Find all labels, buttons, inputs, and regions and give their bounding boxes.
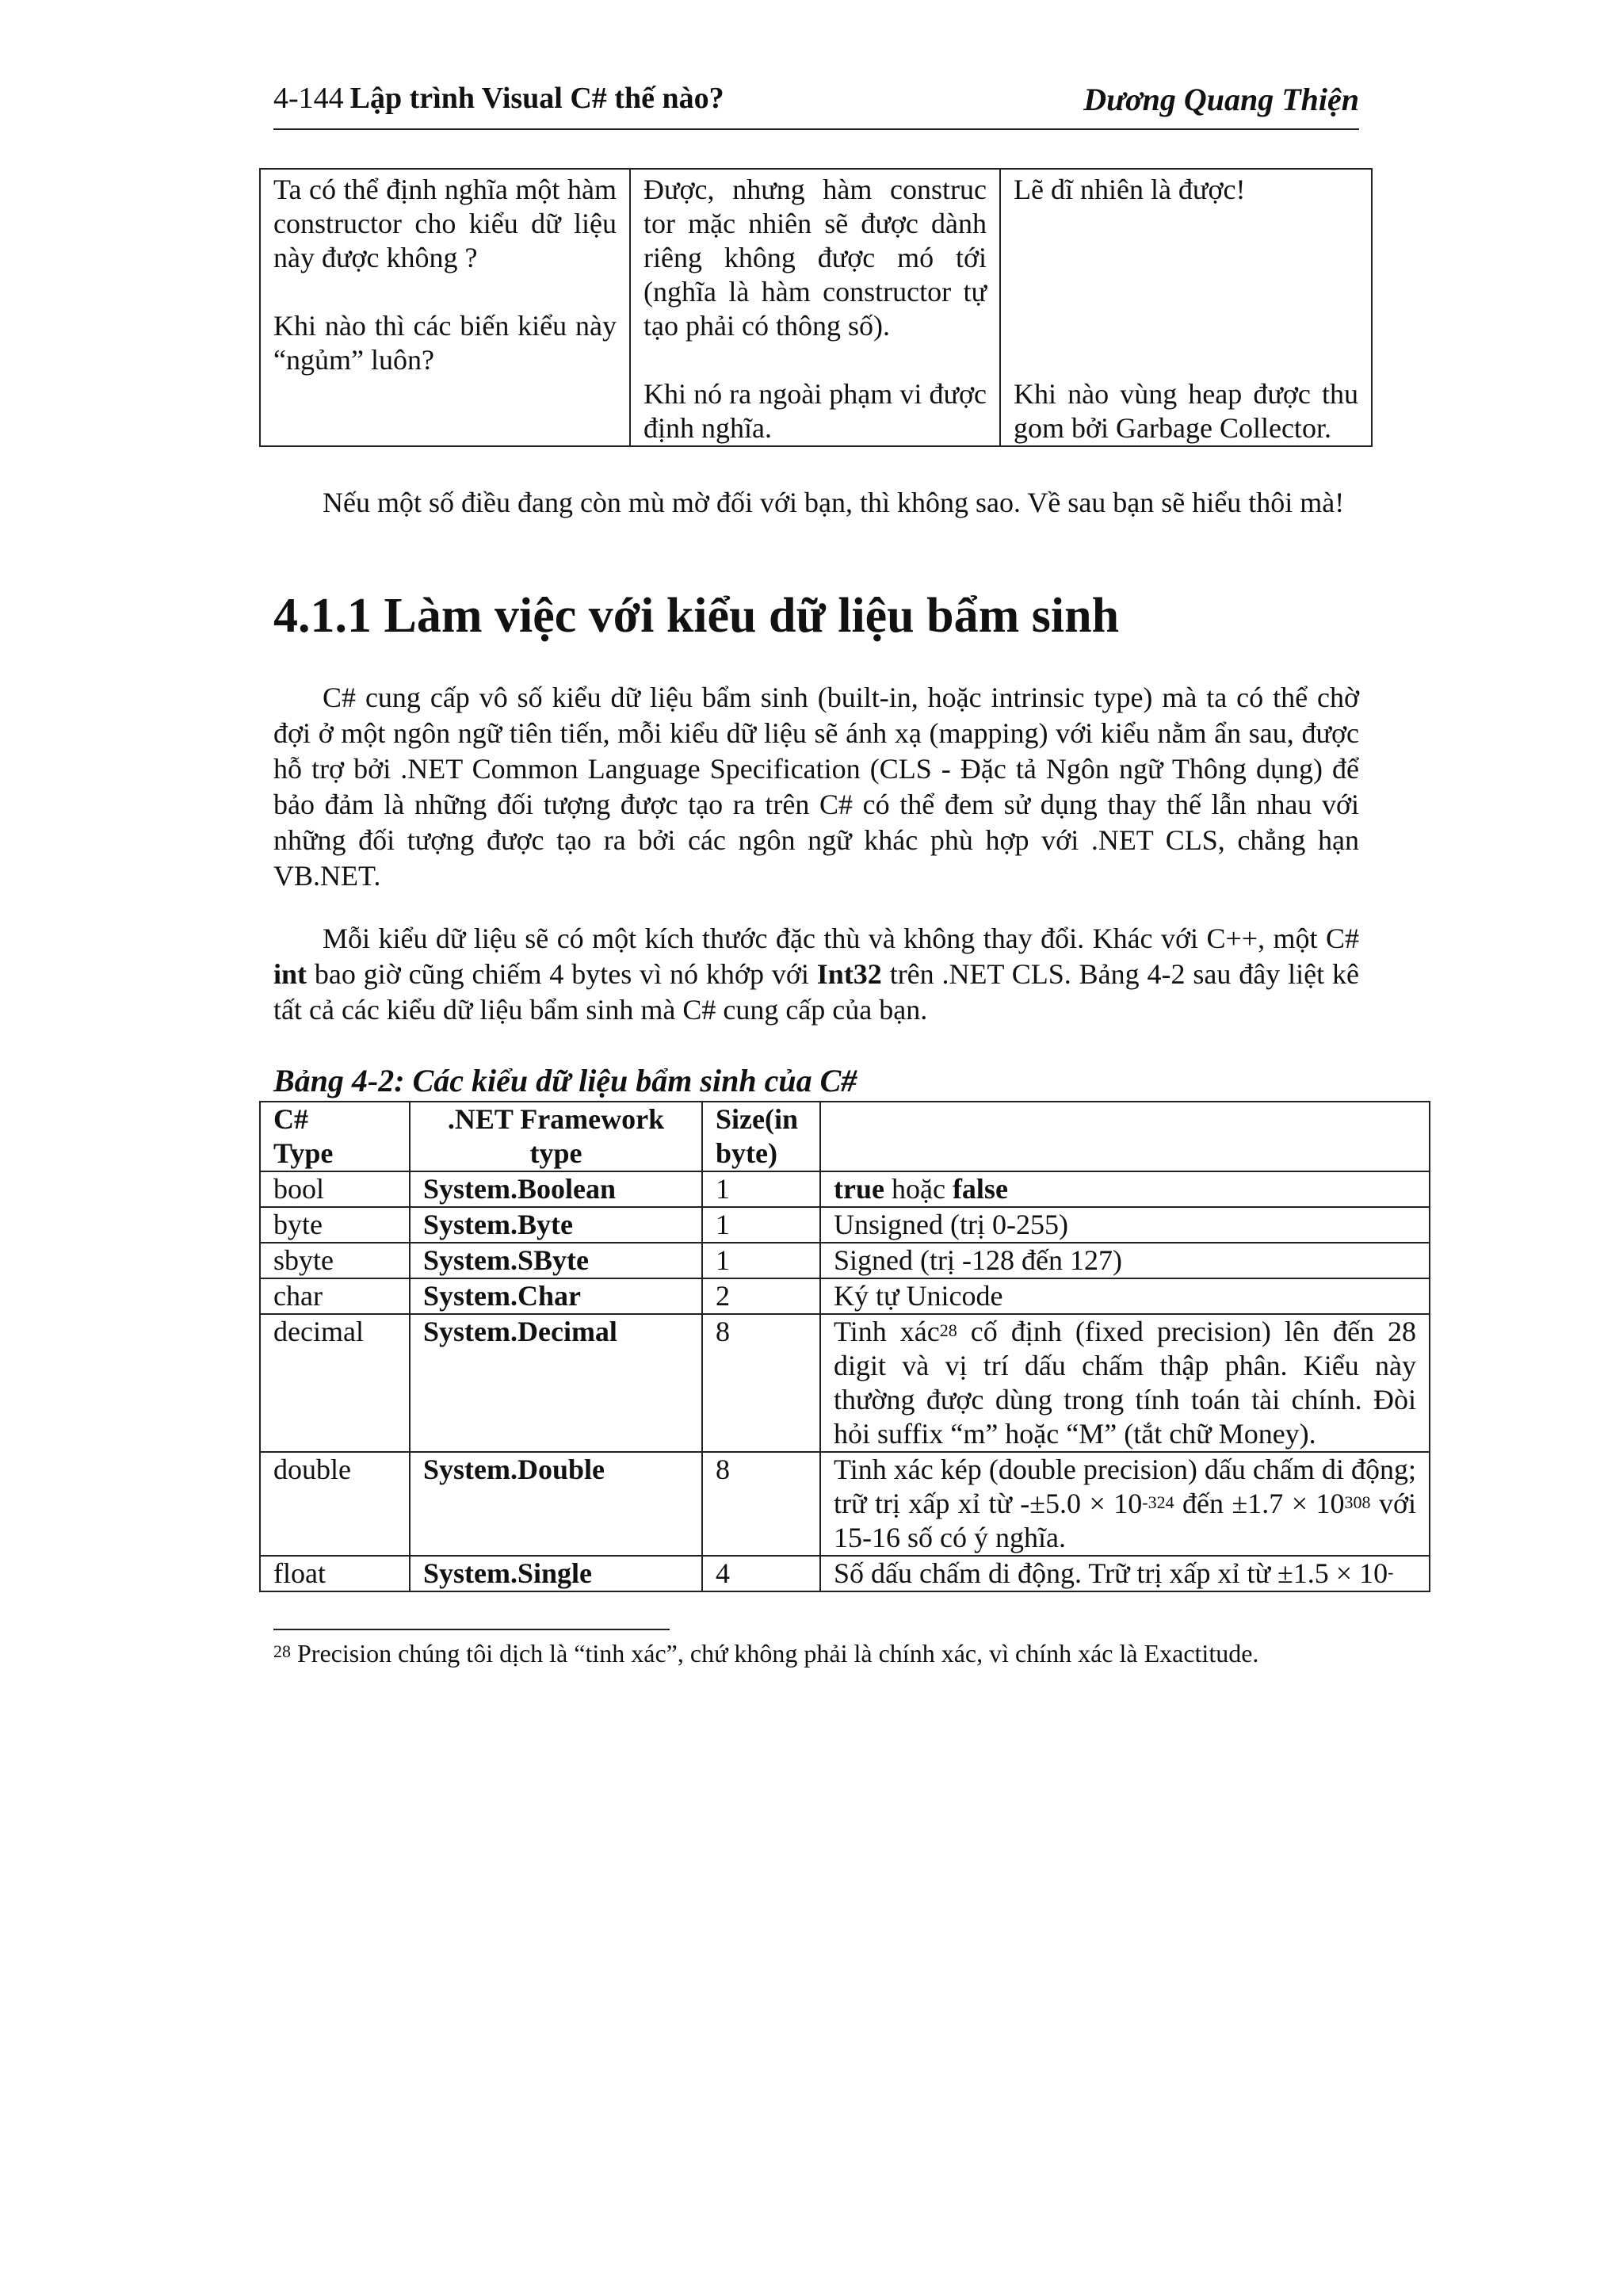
page-number: 4-144 <box>273 82 344 115</box>
size-cell: 1 <box>702 1171 820 1207</box>
net-type-cell: System.Char <box>410 1278 702 1314</box>
data-types-table <box>259 1101 1430 1592</box>
footnote-ref: 28 <box>939 1320 957 1340</box>
type-cell: sbyte <box>260 1243 410 1278</box>
net-type-cell: System.Byte <box>410 1207 702 1243</box>
body-paragraph-1 <box>273 680 1359 894</box>
net-type-cell: System.Decimal <box>410 1314 702 1452</box>
table-caption: Bảng 4-2: Các kiểu dữ liệu bẩm sinh của C# <box>273 1063 857 1098</box>
page-header <box>273 74 1359 130</box>
header-text: type <box>529 1137 582 1169</box>
table-row <box>260 1207 1430 1243</box>
table-row <box>260 1278 1430 1314</box>
text-run: cố định (fixed precision) lên đến 28 digit và vị trí dấu chấm thập phân. Kiểu này thường được dùng trong tính toán tài chính. Đòi hỏi suffix “m” hoặc “M” (tắt chữ Money). <box>834 1316 1417 1450</box>
table-cell <box>260 169 630 446</box>
section-heading: 4.1.1 Làm việc với kiểu dữ liệu bẩm sinh <box>273 589 1120 643</box>
footnote <box>273 1639 1258 1668</box>
description-cell <box>820 1171 1430 1207</box>
type-cell: float <box>260 1556 410 1591</box>
intro-text: Nếu một số điều đang còn mù mờ đối với bạn, thì không sao. Về sau bạn sẽ hiểu thôi mà! <box>323 487 1345 518</box>
body-paragraph-2 <box>273 921 1359 1028</box>
net-type-cell: System.Double <box>410 1452 702 1556</box>
description-cell <box>820 1556 1430 1591</box>
table-row <box>260 1452 1430 1556</box>
exponent: 308 <box>1344 1492 1371 1512</box>
text-run: trên .NET CLS. Bảng 4-2 sau đây liệt kê tất cả các kiểu dữ liệu bẩm sinh mà C# cung cấp của bạn. <box>273 958 1360 1026</box>
net-type-cell: System.SByte <box>410 1243 702 1278</box>
description-cell: Unsigned (trị 0-255) <box>820 1207 1430 1243</box>
text-run: hoặc <box>884 1173 953 1205</box>
description-cell: Signed (trị -128 đến 127) <box>820 1243 1430 1278</box>
text-run: Tinh xác <box>834 1316 940 1347</box>
header-cell <box>702 1102 820 1171</box>
header-text: C# <box>273 1103 308 1135</box>
header-cell <box>410 1102 702 1171</box>
qa-question-2: Khi nào thì các biến kiểu này “ngủm” luôn? <box>273 310 617 376</box>
text-run: Tinh xác kép (double precision) dấu chấm di động; trữ trị xấp xỉ từ -±5.0 × 10 <box>834 1454 1416 1519</box>
table-header-row <box>260 1102 1430 1171</box>
author-name: Dương Quang Thiện <box>1083 82 1359 117</box>
qa-answer-struct-1: Được, nhưng hàm construc tor mặc nhiên sẽ được dành riêng không được mó tới (nghĩa là hàm constructor tự tạo phải có thông số). <box>643 174 987 342</box>
type-cell: byte <box>260 1207 410 1243</box>
header-text: .NET Framework <box>447 1103 665 1135</box>
qa-answer-struct-2: Khi nó ra ngoài phạm vi được định nghĩa. <box>643 378 987 444</box>
table-cell <box>1000 169 1372 446</box>
header-cell <box>260 1102 410 1171</box>
net-type-cell: System.Single <box>410 1556 702 1591</box>
size-cell: 4 <box>702 1556 820 1591</box>
table-row <box>260 1171 1430 1207</box>
text-run: bao giờ cũng chiếm 4 bytes vì nó khớp với <box>307 958 817 990</box>
header-left <box>273 81 724 116</box>
book-title: Lập trình Visual C# thế nào? <box>349 82 724 115</box>
header-text: byte) <box>716 1137 777 1169</box>
type-cell: decimal <box>260 1314 410 1452</box>
table-row <box>260 169 1372 446</box>
footnote-number: 28 <box>273 1641 291 1661</box>
keyword-int32: Int32 <box>816 958 882 990</box>
text-run: Mỗi kiểu dữ liệu sẽ có một kích thước đặc thù và không thay đổi. Khác với C++, một C# <box>323 923 1359 954</box>
table-row <box>260 1314 1430 1452</box>
text-run: đến ±1.7 × 10 <box>1174 1488 1345 1519</box>
size-cell: 2 <box>702 1278 820 1314</box>
description-cell: Ký tự Unicode <box>820 1278 1430 1314</box>
description-cell <box>820 1452 1430 1556</box>
type-cell: char <box>260 1278 410 1314</box>
description-cell <box>820 1314 1430 1452</box>
table-cell <box>630 169 1000 446</box>
text-run: false <box>952 1173 1008 1205</box>
qa-answer-class-1: Lẽ dĩ nhiên là được! <box>1014 174 1246 205</box>
exponent: - <box>1388 1562 1394 1582</box>
body-text-1: C# cung cấp vô số kiểu dữ liệu bẩm sinh (built-in, hoặc intrinsic type) mà ta có thể chờ đợi ở một ngôn ngữ tiên tiến, mỗi kiểu dữ liệu sẽ ánh xạ (mapping) với kiểu nằm ẩn sau, được hỗ trợ bởi .NET Common Language Specification (CLS - Đặc tả Ngôn ngữ Thông dụng) để bảo đảm là những đối tượng được tạo ra trên C# có thể đem sử dụng thay thế lẫn nhau với những đối tượng được tạo ra bởi các ngôn ngữ khác phù hợp với .NET CLS, chẳng hạn VB.NET. <box>273 682 1359 892</box>
text-run: với 15-16 số có ý nghĩa. <box>834 1488 1416 1553</box>
qa-answer-class-2: Khi nào vùng heap được thu gom bởi Garbage Collector. <box>1014 378 1358 444</box>
text-run: true <box>834 1173 884 1205</box>
size-cell: 8 <box>702 1452 820 1556</box>
keyword-int: int <box>273 958 307 990</box>
size-cell: 1 <box>702 1243 820 1278</box>
text-run: Số dấu chấm di động. Trữ trị xấp xỉ từ ±1.5 × 10 <box>834 1557 1388 1589</box>
table-row <box>260 1556 1430 1591</box>
footnote-text: Precision chúng tôi dịch là “tinh xác”, chứ không phải là chính xác, vì chính xác là Exactitude. <box>291 1639 1259 1668</box>
qa-table <box>259 168 1373 447</box>
footnote-divider <box>273 1629 670 1630</box>
header-text: Size(in <box>716 1103 798 1135</box>
net-type-cell: System.Boolean <box>410 1171 702 1207</box>
header-text: Type <box>273 1137 334 1169</box>
size-cell: 8 <box>702 1314 820 1452</box>
size-cell: 1 <box>702 1207 820 1243</box>
header-cell <box>820 1102 1430 1171</box>
qa-question-1: Ta có thể định nghĩa một hàm constructor cho kiểu dữ liệu này được không ? <box>273 174 617 273</box>
exponent: -324 <box>1142 1492 1174 1512</box>
type-cell: bool <box>260 1171 410 1207</box>
intro-paragraph <box>273 485 1359 521</box>
type-cell: double <box>260 1452 410 1556</box>
table-row <box>260 1243 1430 1278</box>
